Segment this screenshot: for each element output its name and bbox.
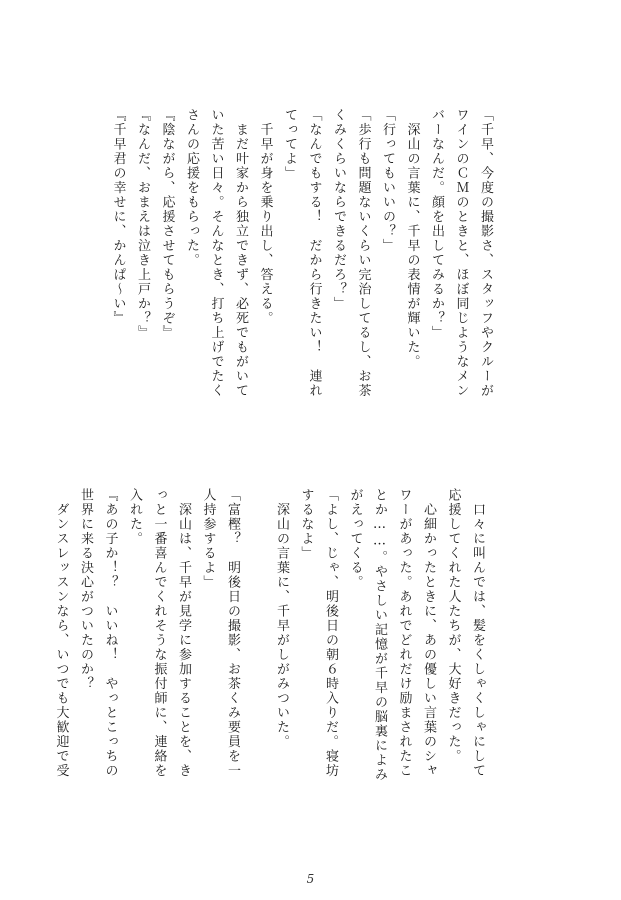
text-line: ワインのＣＭのときと、ほぼ同じようなメン [453,108,469,398]
text-line: 『千早君の幸せに、かんぱ～い』 [110,108,126,326]
text-line: いた苦い日々。そんなとき、打ち上げでたく [208,108,224,398]
blank-line [244,488,269,828]
text-line: 深山は、千早が見学に参加することを、き [176,488,191,778]
text-line: さんの応援をもらった。 [184,108,199,268]
text-line: 「よし、じゃ、明後日の朝６時入りだ。寝坊 [323,488,338,778]
text-line: 「行ってもいいの？」 [380,108,395,253]
text-line: 世界に来る決心がついたのか？ [78,488,93,691]
text-line: まだ叶家から独立できず、必死でもがいて [233,108,248,398]
text-line: ワーがあった。あれでどれだけ励まされたこ [396,488,412,778]
text-line: 「歩行も問題ないくらい完治してるし、お茶 [355,108,371,398]
text-line: 千早が身を乗り出し、答える。 [257,108,273,326]
text-column-lower [48,488,489,828]
text-line: 深山の言葉に、千早がしがみついた。 [274,488,289,749]
text-line: 応援してくれた人たちが、大好きだった。 [445,488,461,764]
text-column-upper [105,108,497,448]
text-line: 「なんでもする！ だから行きたい！ 連れ [306,108,322,398]
text-line: 『なんだ、おまえは泣き上戸か？』 [135,108,150,340]
text-line: 口々に叫んでは、髪をくしゃくしゃにして [470,488,485,778]
text-line: 「千早、今度の撮影さ、スタッフやクルーが [478,108,493,398]
text-line: とか……。やさしい記憶が千早の脳裏によみ [372,488,387,782]
text-line: 人持参するよ」 [200,488,216,590]
text-line: バーなんだ。顔を出してみるか？」 [429,108,444,340]
text-line: 深山の言葉に、千早の表情が輝いた。 [404,108,420,369]
text-line: 心細かったときに、あの優しい言葉のシャ [421,488,436,778]
text-line: 「富樫？ 明後日の撮影、お茶くみ要員を一 [225,488,240,778]
text-line: 入れた。 [127,488,142,546]
text-line: するなよ」 [298,488,314,561]
text-line: 『あの子か！？ いいね！ やっとこっちの [102,488,118,778]
text-line: 『陰ながら、応援させてもらうぞ』 [159,108,175,340]
page-number: 5 [306,872,315,886]
text-line: ダンスレッスンなら、いつでも大歓迎で受 [53,488,69,778]
text-line: くみくらいならできるだろ？」 [331,108,346,311]
text-line: てってよ」 [282,108,297,181]
text-line: がえってくる。 [347,488,363,590]
text-line: っと一番喜んでくれそうな振付師に、連絡を [151,488,167,778]
